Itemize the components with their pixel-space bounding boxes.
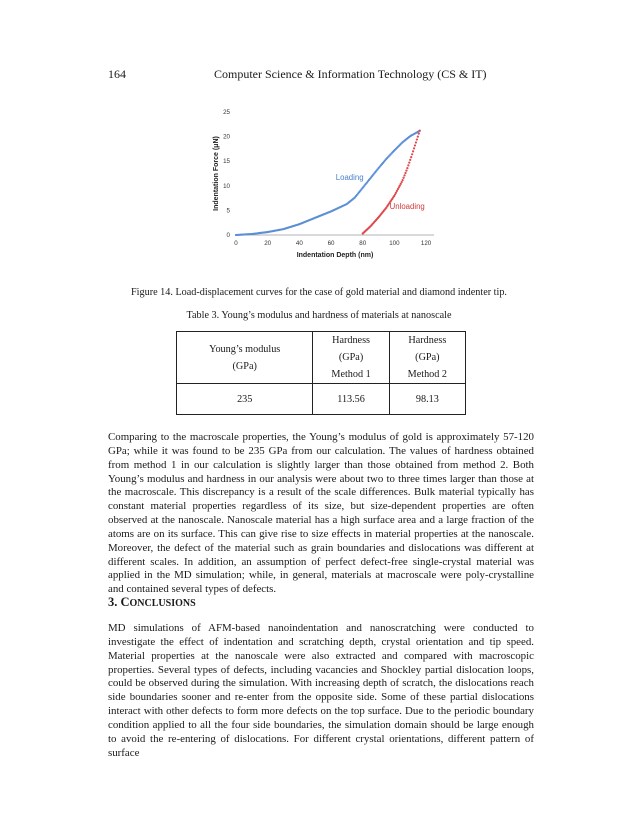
- data-point: [416, 138, 418, 140]
- data-point: [402, 177, 404, 179]
- data-point: [405, 170, 407, 172]
- cell-hardness-method-1: 113.56: [313, 384, 389, 415]
- y-tick-label: 5: [226, 207, 230, 215]
- data-point: [408, 162, 410, 164]
- figure-caption: Figure 14. Load-displacement curves for the case of gold material and diamond indenter tip.: [131, 287, 507, 298]
- data-point: [415, 141, 417, 143]
- data-point: [410, 156, 412, 158]
- x-tick-label: 60: [327, 240, 335, 247]
- y-tick-label: 15: [223, 158, 230, 166]
- data-point: [413, 147, 415, 149]
- x-axis-label: Indentation Depth (nm): [296, 252, 374, 259]
- data-point: [412, 150, 414, 152]
- data-point: [406, 167, 408, 169]
- body-paragraph: MD simulations of AFM-based nanoindentation and nanoscratching were conducted to investigate the effect of indentation and scratching depth, crystal orientation and tip speed. Material properties at the nanoscale were also extracted and compared with macroscopic properties. Several types of defects, including vacancies and Shockley partial dislocation loops, could be observed during the simulation. With increasing depth of scratch, the dislocations reach side boundaries sooner and re-enter from the opposite side. Some of these partial dislocations interact with other defects to form more defects on the top surface. Due to the periodic boundary condition applied to all the four side boundaries, the simulation domain should be large enough to avoid the re-entering of dislocations. For different crystal orientations, different pattern of surface: [108, 622, 534, 759]
- x-tick-label: 20: [264, 240, 272, 247]
- header-youngs-modulus: Young’s modulus (GPa): [177, 332, 313, 384]
- x-tick-label: 100: [389, 240, 400, 247]
- table-caption: Table 3. Young’s modulus and hardness of materials at nanoscale: [186, 310, 452, 321]
- table-row: [177, 384, 466, 415]
- loading-label: Loading: [335, 172, 364, 182]
- x-tick-label: 40: [295, 240, 303, 247]
- x-tick-label: 80: [359, 240, 367, 247]
- data-point: [402, 179, 404, 181]
- data-point: [403, 174, 405, 176]
- y-tick-label: 10: [223, 182, 230, 190]
- chart-labels: [213, 109, 432, 259]
- properties-table: [176, 331, 466, 415]
- x-tick-label: 0: [234, 240, 238, 247]
- x-tick-label: 120: [420, 240, 432, 247]
- data-point: [401, 181, 403, 183]
- data-point: [411, 153, 413, 155]
- data-point: [409, 159, 411, 161]
- load-displacement-chart: [196, 102, 446, 264]
- data-point: [417, 136, 419, 138]
- page-number: 164: [108, 67, 126, 81]
- cell-hardness-method-2: 98.13: [389, 384, 465, 415]
- y-axis-label: Indentation Force (μN): [213, 136, 220, 211]
- data-point: [414, 144, 416, 146]
- data-point: [418, 133, 420, 135]
- y-tick-label: 25: [223, 109, 230, 116]
- body-paragraph: Comparing to the macroscale properties, the Young’s modulus of gold is approximately 57-120 GPa; while it was found to be 235 GPa from our calculation. The values of hardness obtained from method 1 in our calculation is slightly larger than those obtained from method 2. Both Young’s modulus and hardness in our analysis were about two to three times larger than those at the macroscale. This discrepancy is a result of the scale differences. Bulk material typically has constant material properties regardless of its size, but size-dependent properties are often observed at the nanoscale. Nanoscale material has a high surface area and a large fraction of the atoms are on its surface. This can give rise to size effects in material properties at the nanoscale. Moreover, the defect of the material such as grain boundaries and dislocations was different at different scales. In addition, an assumption of perfect defect-free single-crystal material was applied in the MD simulation; while, in general, materials at macroscale were poly-crystalline and contained several types of defects.: [108, 431, 534, 596]
- header-hardness-method-1: Hardness (GPa) Method 1: [313, 332, 389, 384]
- data-point: [419, 130, 421, 132]
- y-tick-label: 0: [226, 232, 230, 239]
- chart-marks: [235, 130, 421, 236]
- data-point: [407, 164, 409, 166]
- data-point: [404, 172, 406, 174]
- running-title: Computer Science & Information Technology (CS & IT): [214, 67, 487, 81]
- section-heading: 3. CONCLUSIONS: [108, 595, 196, 609]
- unloading-label: Unloading: [389, 201, 425, 211]
- cell-youngs-modulus: 235: [177, 384, 313, 415]
- header-hardness-method-2: Hardness (GPa) Method 2: [389, 332, 465, 384]
- y-tick-label: 20: [223, 133, 230, 141]
- table-header-row: [177, 332, 466, 384]
